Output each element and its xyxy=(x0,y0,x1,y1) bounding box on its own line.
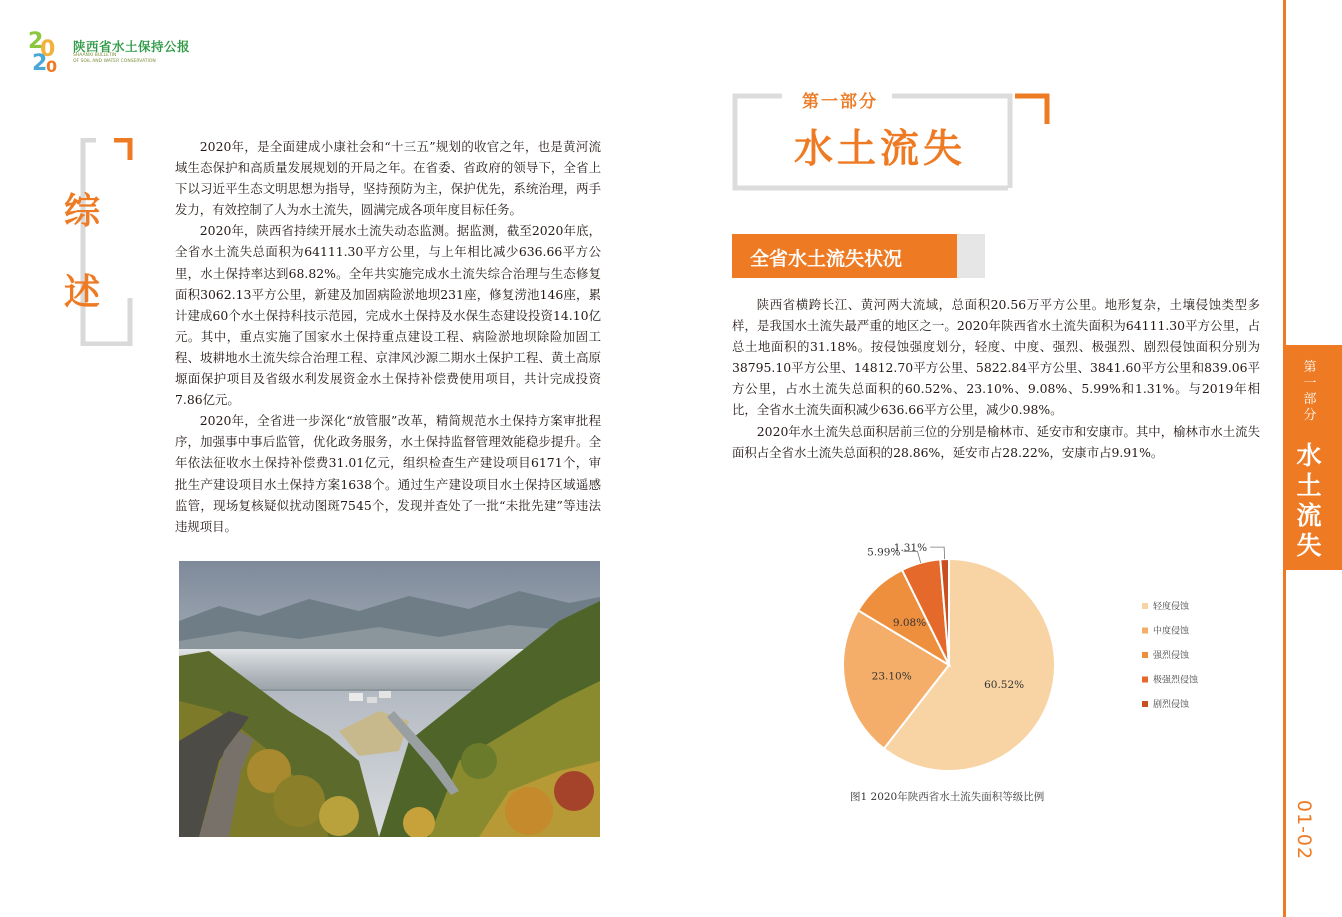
side-part-label xyxy=(1296,360,1324,424)
pie-label-4: 5.99% xyxy=(867,546,901,559)
side-part-char: 第 xyxy=(1303,360,1317,375)
pie-label-1: 60.52% xyxy=(984,678,1025,691)
bulletin-logo xyxy=(26,26,226,74)
side-title-char: 土 xyxy=(1296,471,1322,500)
legend-label-5: 剧烈侵蚀 xyxy=(1153,700,1190,710)
logo-digit-2b: 2 xyxy=(32,51,48,74)
logo-2020-mark xyxy=(26,26,72,74)
summary-title-char-2: 述 xyxy=(64,271,101,313)
part-label: 第一部分 xyxy=(796,87,884,112)
chart-caption: 图1 2020年陕西省水土流失面积等级比例 xyxy=(850,791,1045,803)
logo-title: 陕西省水土保持公报 xyxy=(73,39,191,54)
summary-title-char-1: 综 xyxy=(64,190,101,232)
side-part-char: 分 xyxy=(1303,408,1317,423)
summary-paragraph-3: 2020年，全省进一步深化“放管服”改革，精简规范水土保持方案审批程序，加强事中事后监管，优化政务服务，水土保持监督管理效能稳步提升。全年依法征收水土保持补偿费31.01亿元，组织检查生产建设项目6171个，审批生产建设项目水土保持方案1638个。通过生产建设项目水土保持区域遥感监管，现场复核疑似扰动图斑7545个，发现并查处了一批“未批先建”等违法违规项目。 xyxy=(175,413,601,534)
summary-paragraph-2: 2020年，陕西省持续开展水土流失动态监测。据监测，截至2020年底，全省水土流失总面积为64111.30平方公里，与上年相比减少636.66平方公里，水土保持率达到68.82%。全年共实施完成水土流失综合治理与生态修复面积3062.13平方公里，新建及加固病险淤地坝231座，修复涝池146座，累计建成60个水土保持科技示范园，完成水土保持及水保生态建设投资14.10亿元。其中，重点实施了国家水土保持重点建设工程、病险淤地坝除险加固工程、坡耕地水土流失综合治理工程、京津风沙源二期水土保护工程、黄土高原塬面保护项目及省级水利发展资金水土保持补偿费使用项目，共计完成投资7.86亿元。 xyxy=(175,223,601,408)
status-paragraph-2: 2020年水土流失总面积居前三位的分别是榆林市、延安市和安康市。其中，榆林市水土流失面积占全省水土流失总面积的28.86%，延安市占28.22%，安康市占9.91%。 xyxy=(732,423,1260,460)
part-title: 水土流失 xyxy=(794,126,967,172)
side-title-char: 水 xyxy=(1296,441,1322,470)
pie-leader-5 xyxy=(930,547,944,559)
logo-digit-0b: 0 xyxy=(46,57,58,74)
legend-label-1: 轻度侵蚀 xyxy=(1153,602,1190,612)
legend-swatch-4 xyxy=(1142,677,1148,683)
status-paragraph-1: 陕西省横跨长江、黄河两大流域，总面积20.56万平方公里。地形复杂，土壤侵蚀类型多样，是我国水土流失最严重的地区之一。2020年陕西省水土流失面积为64111.30平方公里，占总土地面积的31.18%。按侵蚀强度划分，轻度、中度、强烈、极强烈、剧烈侵蚀面积分别为38795.10平方公里、14812.70平方公里、5822.84平方公里、3841.60平方公里和839.06平方公里，占水土流失总面积的60.52%、23.10%、9.08%、5.99%和1.31%。与2019年相比，全省水土流失面积减少636.66平方公里，减少0.98%。 xyxy=(732,297,1260,418)
legend-swatch-3 xyxy=(1142,652,1148,658)
pie-label-2: 23.10% xyxy=(871,670,912,683)
erosion-pie-chart xyxy=(790,530,1220,780)
side-title-char: 流 xyxy=(1296,501,1322,530)
legend-label-3: 强烈侵蚀 xyxy=(1153,651,1190,661)
logo-subtitle-2: OF SOIL AND WATER CONSERVATION xyxy=(73,59,156,64)
side-chapter-title xyxy=(1291,441,1327,561)
logo-digit-0a: 0 xyxy=(40,37,56,62)
legend-swatch-1 xyxy=(1142,603,1148,609)
logo-digit-2a: 2 xyxy=(28,29,44,54)
legend-swatch-2 xyxy=(1142,628,1148,634)
page-numbers-text: 01-02 xyxy=(1293,799,1315,861)
landscape-photo xyxy=(179,561,600,837)
pie-label-5: 1.31% xyxy=(893,542,928,555)
legend-swatch-5 xyxy=(1142,701,1148,707)
side-part-char: 部 xyxy=(1303,392,1317,407)
side-part-char: 一 xyxy=(1303,376,1317,391)
legend-label-4: 极强烈侵蚀 xyxy=(1153,675,1199,686)
logo-subtitle-1: SHAANXI BULLETIN xyxy=(73,53,117,58)
summary-text xyxy=(175,136,601,537)
page-numbers xyxy=(1289,795,1319,865)
pie-label-3: 9.08% xyxy=(892,617,927,630)
status-text xyxy=(732,294,1260,463)
summary-paragraph-1: 2020年，是全面建成小康社会和“十三五”规划的收官之年，也是黄河流域生态保护和高质量发展规划的开局之年。在省委、省政府的领导下，全省上下以习近平生态文明思想为指导，坚持预防为主，保护优先，系统治理，两手发力，有效控制了人为水土流失，圆满完成各项年度目标任务。 xyxy=(175,139,601,218)
legend-label-2: 中度侵蚀 xyxy=(1153,626,1190,637)
side-title-char: 失 xyxy=(1296,531,1322,560)
section-title: 全省水土流失状况 xyxy=(750,248,903,270)
